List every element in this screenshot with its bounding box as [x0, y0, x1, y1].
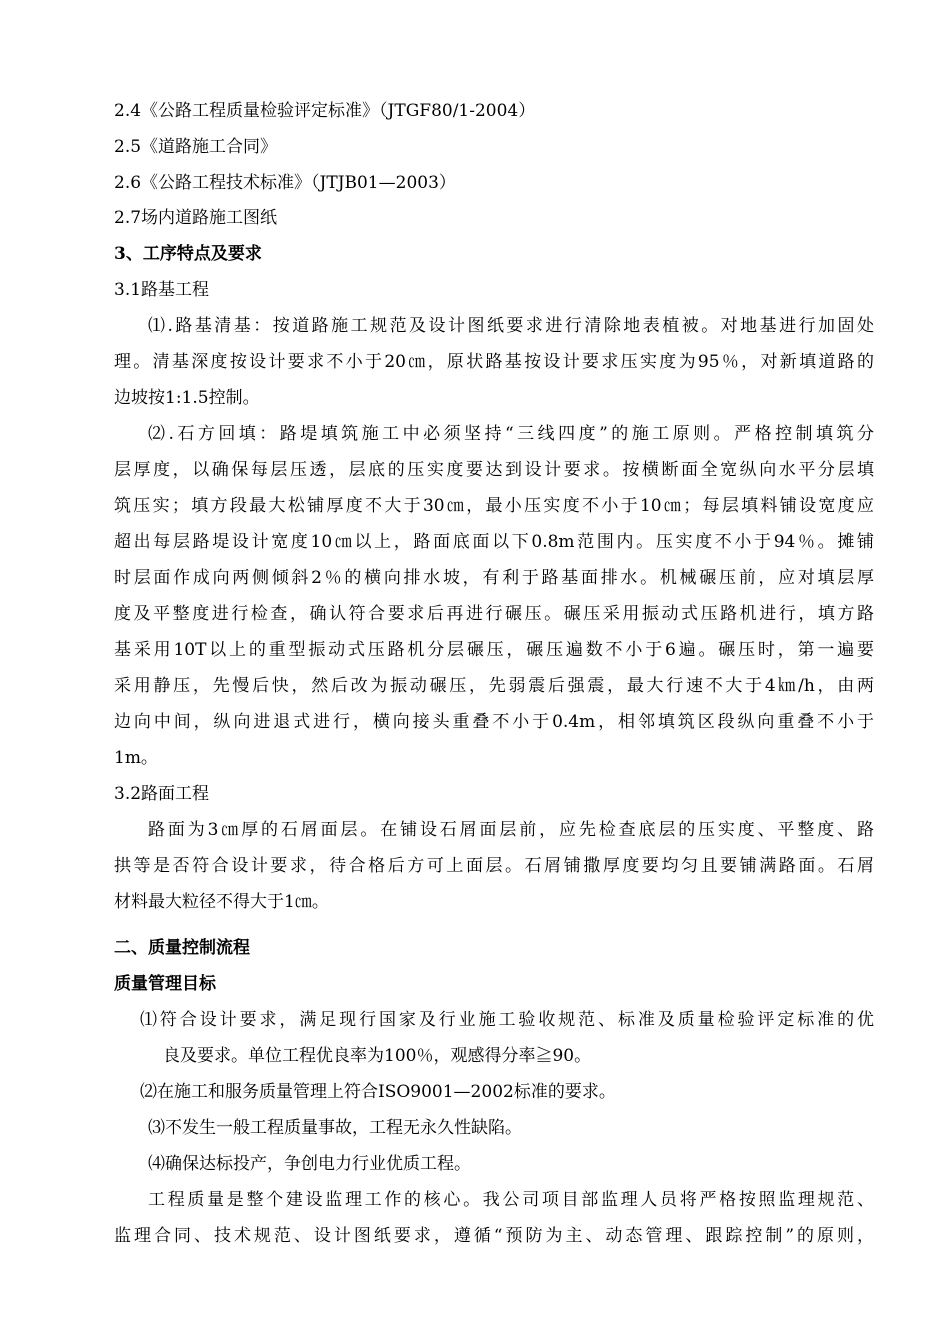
- reference-item: 2.4《公路工程质量检验评定标准》（JTGF80/1-2004）: [114, 101, 536, 121]
- goal-item: ⑵在施工和服务质量管理上符合ISO9001—2002标准的要求。: [140, 1082, 616, 1102]
- paragraph-line: 路面为3㎝厚的石屑面层。在铺设石屑面层前，应先检查底层的压实度、平整度、路: [148, 820, 874, 840]
- paragraph-line: 工程质量是整个建设监理工作的核心。我公司项目部监理人员将严格按照监理规范、: [148, 1190, 874, 1210]
- subsection-heading: 3.2路面工程: [114, 784, 210, 804]
- paragraph-line: 时层面作成向两侧倾斜2％的横向排水坡，有利于路基面排水。机械碾压前，应对填层厚: [114, 568, 874, 588]
- paragraph-line: 监理合同、技术规范、设计图纸要求，遵循“预防为主、动态管理、跟踪控制”的原则，: [114, 1226, 874, 1246]
- paragraph-line: 采用静压，先慢后快，然后改为振动碾压，先弱震后强震，最大行速不大于4㎞/h，由两: [114, 676, 874, 696]
- paragraph-line: 筑压实；填方段最大松铺厚度不大于30㎝，最小压实度不小于10㎝；每层填料铺设宽度应: [114, 496, 874, 516]
- paragraph-line: 度及平整度进行检查，确认符合要求后再进行碾压。碾压采用振动式压路机进行，填方路: [114, 604, 874, 624]
- goal-item: ⑷确保达标投产，争创电力行业优质工程。: [148, 1154, 471, 1174]
- paragraph-line: 边向中间，纵向进退式进行，横向接头重叠不小于0.4m，相邻填筑区段纵向重叠不小于: [114, 712, 874, 732]
- paragraph-line: 理。清基深度按设计要求不小于20㎝，原状路基按设计要求压实度为95％，对新填道路的: [114, 352, 874, 372]
- goal-item: ⑶不发生一般工程质量事故，工程无永久性缺陷。: [148, 1118, 522, 1138]
- section-heading: 3、工序特点及要求: [114, 244, 262, 264]
- reference-item: 2.6《公路工程技术标准》（JTJB01—2003）: [114, 173, 456, 193]
- reference-item: 2.5《道路施工合同》: [114, 137, 278, 157]
- paragraph-line: ⑵.石方回填：路堤填筑施工中必须坚持“三线四度”的施工原则。严格控制填筑分: [148, 424, 874, 444]
- subsection-heading: 质量管理目标: [114, 974, 216, 994]
- paragraph-line: 基采用10T以上的重型振动式压路机分层碾压，碾压遍数不小于6遍。碾压时，第一遍要: [114, 640, 874, 660]
- paragraph-line: 超出每层路堤设计宽度10㎝以上，路面底面以下0.8m范围内。压实度不小于94％。摊铺: [114, 532, 874, 552]
- paragraph-line: 1m。: [114, 748, 158, 768]
- reference-item: 2.7场内道路施工图纸: [114, 208, 278, 228]
- paragraph-line: 材料最大粒径不得大于1㎝。: [114, 892, 329, 912]
- subsection-heading: 3.1路基工程: [114, 280, 210, 300]
- goal-item-continuation: 良及要求。单位工程优良率为100％，观感得分率≧90。: [163, 1046, 592, 1066]
- goal-item: ⑴符合设计要求，满足现行国家及行业施工验收规范、标准及质量检验评定标准的优: [140, 1010, 874, 1030]
- paragraph-line: 拱等是否符合设计要求，待合格后方可上面层。石屑铺撒厚度要均匀且要铺满路面。石屑: [114, 856, 874, 876]
- section-heading: 二、质量控制流程: [114, 938, 250, 958]
- paragraph-line: 层厚度，以确保每层压透，层底的压实度要达到设计要求。按横断面全宽纵向水平分层填: [114, 460, 874, 480]
- paragraph-line: ⑴.路基清基：按道路施工规范及设计图纸要求进行清除地表植被。对地基进行加固处: [148, 316, 874, 336]
- paragraph-line: 边坡按1:1.5控制。: [114, 388, 260, 408]
